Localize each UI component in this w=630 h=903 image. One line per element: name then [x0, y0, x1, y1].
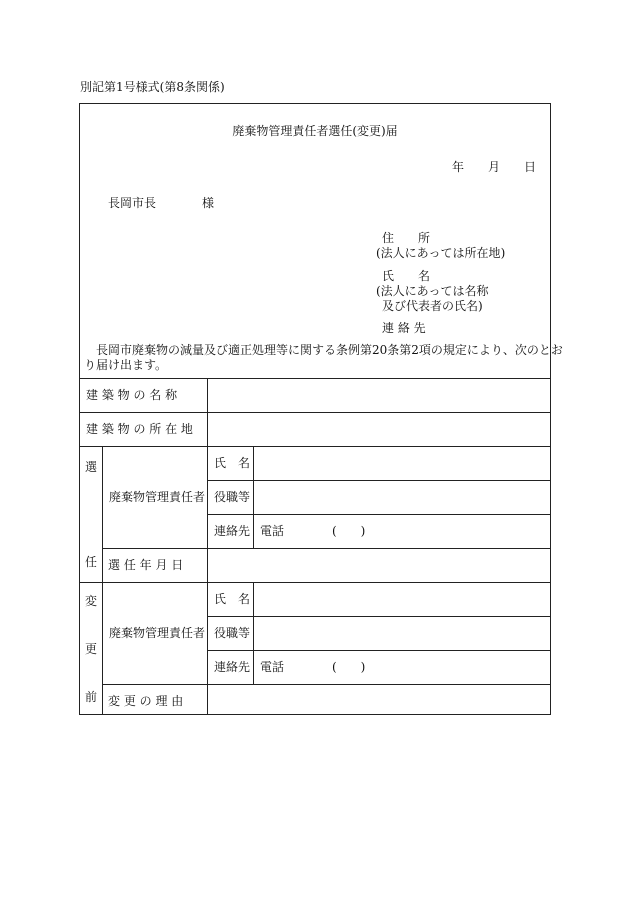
- building-name-label: 建 築 物 の 名 称: [86, 388, 178, 402]
- date-day: 日: [524, 160, 537, 174]
- divider: [102, 684, 550, 685]
- addressee: 長岡市長: [108, 196, 157, 210]
- appointment-date-label: 選 任 年 月 日: [108, 558, 184, 572]
- form-number-note: 別記第1号様式(第8条関係): [80, 80, 225, 94]
- appointment-name-label: 氏 名: [214, 456, 251, 470]
- body-text-line-1: 長岡市廃棄物の減量及び適正処理等に関する条例第20条第2項の規定により、次のとお: [96, 343, 563, 357]
- appointment-phone-label: 電話: [260, 524, 285, 538]
- divider: [80, 582, 550, 583]
- previous-phone-label: 電話: [260, 660, 285, 674]
- appointment-side-label-top: 選: [85, 460, 98, 474]
- building-location-label: 建 築 物 の 所 在 地: [86, 422, 193, 436]
- divider: [253, 582, 254, 684]
- previous-side-label-2: 更: [85, 642, 98, 656]
- contact-label: 連 絡 先: [382, 321, 426, 335]
- previous-position-label: 役職等: [214, 626, 251, 640]
- notification-form: [79, 103, 563, 715]
- previous-side-label-1: 変: [85, 594, 98, 608]
- previous-phone-paren: ( ): [332, 660, 366, 674]
- honorific: 様: [202, 196, 215, 210]
- divider: [80, 412, 550, 413]
- divider: [207, 480, 550, 481]
- change-reason-label: 変 更 の 理 由: [108, 694, 184, 708]
- date-month: 月: [488, 160, 501, 174]
- body-text-line-2: り届け出ます。: [84, 358, 168, 372]
- divider: [207, 446, 208, 714]
- date-year: 年: [452, 160, 465, 174]
- divider: [207, 514, 550, 515]
- address-note: (法人にあっては所在地): [376, 246, 506, 260]
- previous-side-label-3: 前: [85, 690, 98, 704]
- form-title: 廃棄物管理責任者選任(変更)届: [232, 124, 398, 138]
- divider: [207, 650, 550, 651]
- name-note-1: (法人にあっては名称: [376, 284, 489, 298]
- appointment-position-label: 役職等: [214, 490, 251, 504]
- appointment-contact-label: 連絡先: [214, 524, 251, 538]
- divider: [102, 446, 103, 714]
- appointment-manager-label: 廃棄物管理責任者: [109, 490, 206, 504]
- divider: [207, 616, 550, 617]
- name-label: 氏 名: [382, 269, 431, 283]
- previous-manager-label: 廃棄物管理責任者: [109, 626, 206, 640]
- divider: [102, 548, 550, 549]
- appointment-side-label-bottom: 任: [85, 555, 98, 569]
- divider: [80, 446, 550, 447]
- divider: [253, 446, 254, 548]
- divider: [80, 378, 550, 379]
- divider: [207, 378, 208, 446]
- previous-name-label: 氏 名: [214, 592, 251, 606]
- name-note-2: 及び代表者の氏名): [382, 299, 483, 313]
- appointment-phone-paren: ( ): [332, 524, 366, 538]
- previous-contact-label: 連絡先: [214, 660, 251, 674]
- address-label: 住 所: [382, 231, 431, 245]
